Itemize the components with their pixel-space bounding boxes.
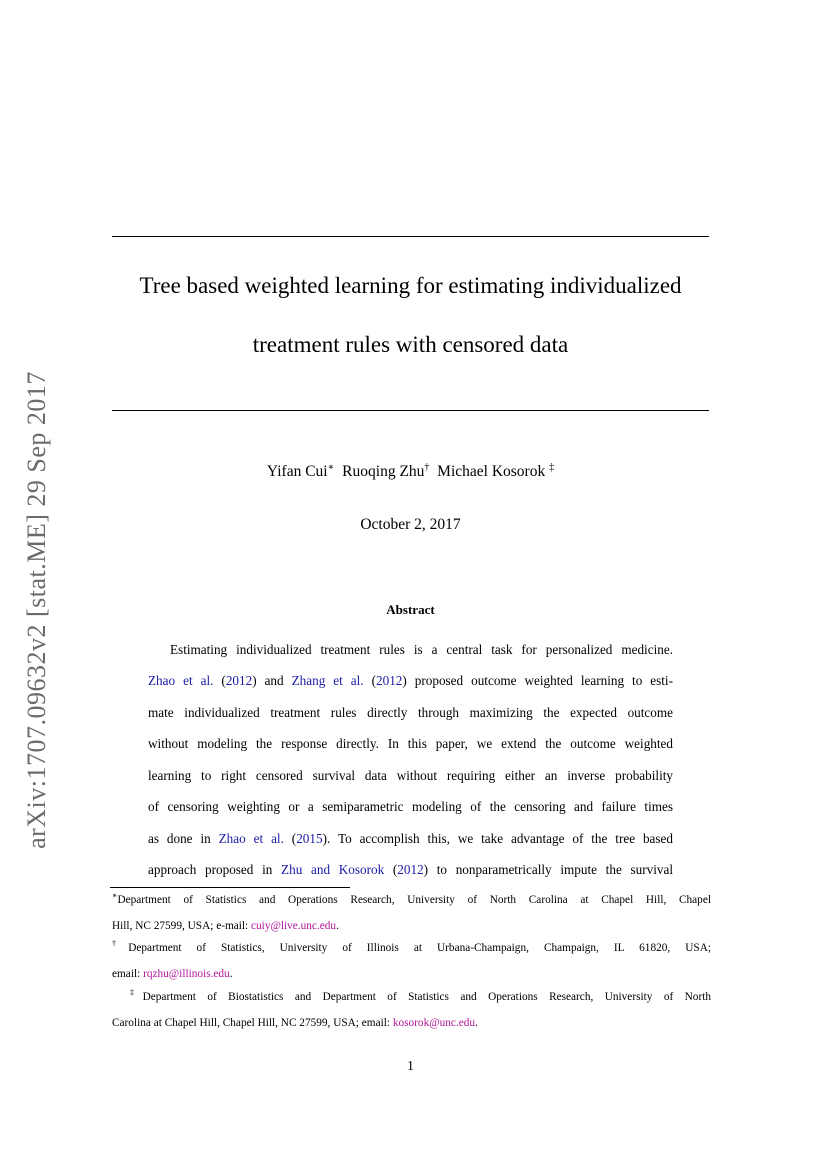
footnote-mark: ∗ (112, 891, 118, 900)
author-name: Michael Kosorok (437, 463, 546, 481)
citation-year-link[interactable]: 2012 (376, 673, 403, 688)
paper-title-line-2: treatment rules with censored data (252, 332, 569, 357)
arxiv-identifier-stamp: arXiv:1707.09632v2 [stat.ME] 29 Sep 2017 (22, 371, 51, 849)
footnote-mark: † (112, 939, 129, 948)
abstract-line: without modeling the response directly. In this paper, we extend the outcome weighted (148, 736, 673, 751)
footnote-3-line-1 (130, 988, 711, 1003)
abstract-line (148, 862, 673, 878)
footnote-text: Carolina at Chapel Hill, Chapel Hill, NC 27599, USA; email: (112, 1017, 393, 1029)
text-run: ) proposed outcome weighted learning to esti- (402, 673, 673, 688)
footnote-1-line-1 (112, 891, 711, 906)
text-run: ( (363, 673, 377, 688)
abstract-line: of censoring weighting or a semiparametric modeling of the censoring and failure times (148, 799, 673, 814)
citation-year-link[interactable]: 2012 (397, 862, 424, 877)
text-run: ( (283, 831, 297, 846)
paper-title-line-1: Tree based weighted learning for estimating individualized (139, 273, 682, 298)
text-run: ). To accomplish this, we take advantage of the tree based (322, 831, 673, 846)
footnote-text: email: (112, 968, 144, 980)
text-run: approach proposed in (148, 862, 282, 877)
citation-year-link[interactable]: 2015 (296, 831, 323, 846)
paper-date: October 2, 2017 (360, 516, 461, 533)
footnote-text: Department of Statistics, University of Illinois at Urbana-Champaign, Champaign, IL 61820, USA; (128, 941, 711, 954)
author-footnote-mark[interactable]: ∗ (327, 462, 335, 473)
footnote-text: . (229, 968, 233, 980)
abstract-line: mate individualized treatment rules directly through maximizing the expected outcome (148, 705, 673, 720)
footnote-text: . (475, 1017, 478, 1029)
citation-link[interactable]: Zhao et al. (218, 831, 284, 846)
author-name: Ruoqing Zhu (342, 463, 425, 481)
footnote-3-line-2 (112, 1017, 711, 1029)
text-run: ) to nonparametrically impute the survival (423, 862, 673, 877)
footnote-mark: ‡ (130, 988, 143, 997)
author-footnote-mark[interactable]: † (424, 462, 430, 473)
footnote-2-line-2 (112, 968, 711, 980)
abstract-line: Estimating individualized treatment rules is a central task for personalized medicine. (170, 642, 673, 657)
footnote-2-line-1 (112, 939, 711, 954)
footnote-text: Department of Statistics and Operations Research, University of North Carolina at Chapel Hill, Chapel (117, 893, 711, 906)
author-name: Yifan Cui (266, 463, 328, 481)
author-footnote-mark[interactable]: ‡ (549, 462, 555, 473)
text-run: ( (384, 862, 398, 877)
author-list (112, 462, 709, 481)
email-link[interactable]: cuiy@live.unc.edu (251, 920, 337, 932)
citation-link[interactable]: Zhu and Kosorok (281, 862, 385, 877)
citation-year-link[interactable]: 2012 (225, 673, 253, 688)
footnote-1-line-2 (112, 920, 711, 932)
footnote-text: Department of Biostatistics and Department of Statistics and Operations Research, University of North (142, 990, 712, 1003)
text-run: ( (213, 673, 226, 688)
text-run: ) and (252, 673, 292, 688)
email-link[interactable]: kosorok@unc.edu (392, 1017, 476, 1029)
footnote-text: . (336, 920, 339, 932)
citation-link[interactable]: Zhang et al. (291, 673, 364, 688)
abstract-line (148, 673, 673, 689)
abstract-line (148, 831, 673, 847)
footnote-rule (110, 887, 350, 888)
footnote-text: Hill, NC 27599, USA; e-mail: (112, 920, 252, 932)
citation-link[interactable]: Zhao et al. (148, 673, 214, 688)
title-bottom-rule (112, 410, 709, 411)
abstract-line: learning to right censored survival data without requiring either an inverse probability (148, 768, 673, 783)
text-run: as done in (148, 831, 219, 846)
page-number: 1 (407, 1059, 414, 1074)
email-link[interactable]: rqzhu@illinois.edu (143, 968, 230, 980)
abstract-heading: Abstract (386, 602, 435, 617)
title-top-rule (112, 236, 709, 237)
